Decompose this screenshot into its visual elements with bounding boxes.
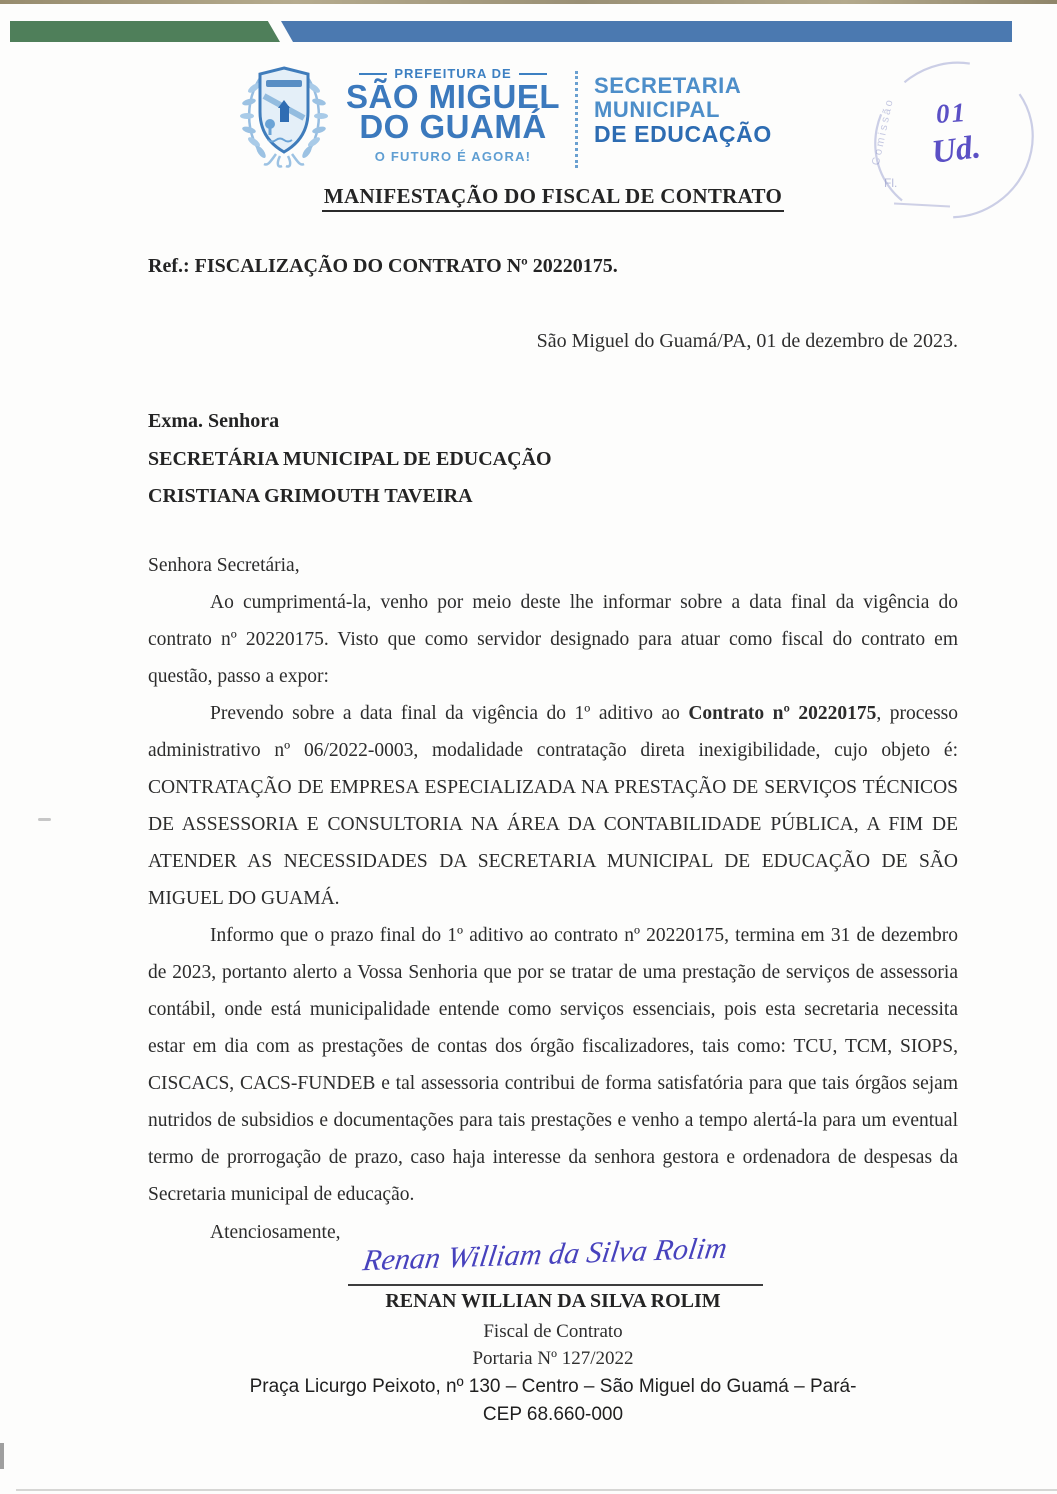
reference-line: Ref.: FISCALIZAÇÃO DO CONTRATO Nº 20220175.	[148, 255, 618, 277]
decorative-dash	[519, 73, 547, 75]
footer-address: Praça Licurgo Peixoto, nº 130 – Centro – São Miguel do Guamá – Pará-	[249, 1376, 857, 1397]
stamp-page-number: 01	[934, 96, 968, 130]
text-segment: Informo que o prazo final do 1º aditivo ao contrato nº 20220175, termina em 31 de dezembro de 2023, portanto alerto a Vossa Senhoria que por se tratar de uma prestação de serviços de assessoria contábil, onde está municipalidade entende como serviços essenciais, pois esta secretaria necessita estar em dia com as prestações de contas dos órgão fiscalizadores, tais como: TCU, TCM, SIOPS, CISCACS, CACS-FUNDEB e tal assessoria contribui de forma satisfatória para que tais órgãos sejam nutridos de subsidios e documentações para tais prestações e venho a tempo alertá-la para um eventual termo de prorrogação de prazo, caso haja interesse da senhora gestora e ordenadora de despesas da Secretaria municipal de educação.	[148, 925, 958, 1205]
body-paragraph	[148, 695, 958, 917]
city-name-line2: DO GUAMÁ	[359, 108, 547, 145]
addressee-title: SECRETÁRIA MUNICIPAL DE EDUCAÇÃO	[148, 447, 552, 470]
city-name-line1: SÃO MIGUEL	[345, 78, 560, 115]
bold-text-segment: Contrato nº 20220175	[688, 703, 877, 724]
prefeitura-logo	[336, 66, 570, 164]
body-paragraph	[148, 584, 958, 695]
salutation: Senhora Secretária,	[148, 555, 300, 576]
footer-cep: CEP 68.660-000	[482, 1404, 624, 1425]
signature-underline	[348, 1284, 763, 1286]
department-line3: DE EDUCAÇÃO	[594, 121, 772, 147]
department-line2: MUNICIPAL	[594, 97, 720, 122]
handwritten-signature: Renan William da Silva Rolim	[360, 1231, 730, 1278]
letter-body	[148, 547, 958, 1213]
scan-edge-left-mark	[0, 1443, 4, 1469]
signatory-printed-name: RENAN WILLIAN DA SILVA ROLIM	[385, 1290, 721, 1312]
date-line: São Miguel do Guamá/PA, 01 de dezembro de 2023.	[536, 330, 958, 352]
stamp-ring-text: Comissão	[870, 96, 897, 167]
addressee-honorific: Exma. Senhora	[148, 410, 280, 432]
scan-edge-top	[0, 0, 1057, 4]
scan-edge-bottom	[16, 1489, 1057, 1491]
stamp-sheet-label: Fl.	[884, 176, 898, 190]
department-line1: SECRETARIA	[594, 73, 742, 98]
signatory-role: Fiscal de Contrato	[483, 1321, 623, 1342]
decorative-dash	[359, 73, 387, 75]
prefeitura-de-text: PREFEITURA DE	[394, 66, 512, 81]
addressee-name: CRISTIANA GRIMOUTH TAVEIRA	[148, 485, 473, 507]
crest-svg	[240, 62, 328, 170]
text-segment: , processo administrativo nº 06/2022-0003, modalidade contratação direta inexigibilidade, cujo objeto é: CONTRATAÇÃO DE EMPRESA ESPECIALIZADA NA PRESTAÇÃO DE SERVIÇOS TÉCNICOS DE ASSESSORIA E CONSULTORIA NA ÁREA DA CONTABILIDADE PÚBLICA, A FIM DE ATENDER AS NECESSIDADES DA SECRETARIA MUNICIPAL DE EDUCAÇÃO DE SÃO MIGUEL DO GUAMÁ.	[148, 703, 958, 909]
body-paragraphs	[148, 584, 958, 1213]
text-segment: Ao cumprimentá-la, venho por meio deste lhe informar sobre a data final da vigência do contrato nº 20220175. Visto que como servidor designado para atuar como fiscal do contrato em questão, passo a expor:	[148, 592, 958, 687]
city-slogan: O FUTURO É AGORA!	[374, 149, 532, 164]
department-name-block	[594, 74, 772, 146]
coat-of-arms-icon	[240, 62, 328, 170]
letterhead-bar-green	[10, 21, 280, 42]
addressee-block	[148, 403, 552, 516]
header-dotted-divider	[575, 71, 578, 168]
letterhead-bar-blue	[281, 21, 1012, 42]
document-title-wrap	[148, 184, 958, 212]
signatory-ordinance: Portaria Nº 127/2022	[472, 1348, 634, 1369]
margin-mark	[38, 818, 51, 821]
document-title: MANIFESTAÇÃO DO FISCAL DE CONTRATO	[322, 184, 784, 212]
closing-line: Atenciosamente,	[210, 1222, 341, 1243]
stamp-initials: Ud.	[929, 129, 983, 171]
text-segment: Prevendo sobre a data final da vigência do 1º aditivo ao	[210, 703, 689, 724]
body-paragraph	[148, 917, 958, 1213]
